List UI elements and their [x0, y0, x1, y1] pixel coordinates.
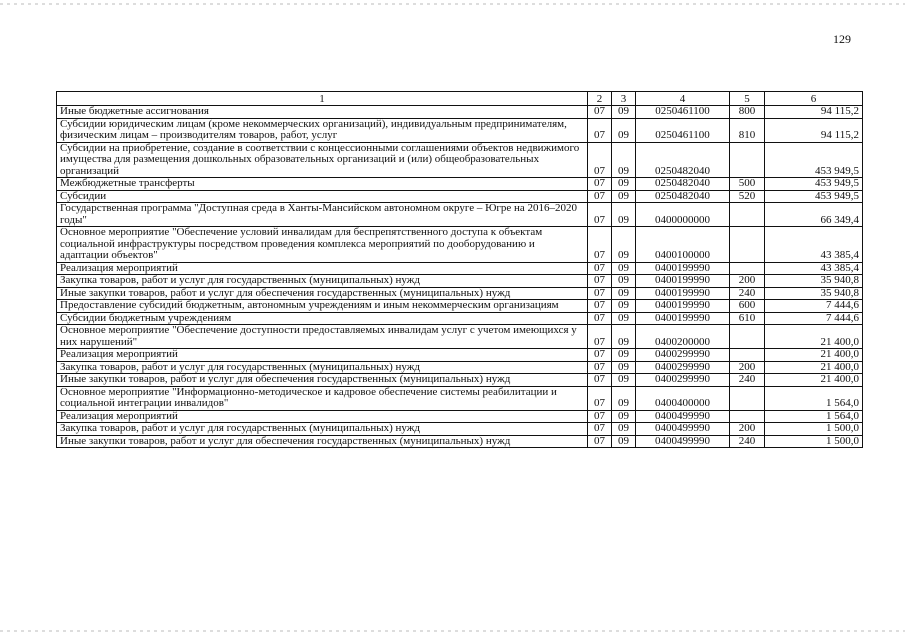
row-target-article-cell: 0400299990: [636, 374, 730, 387]
table-row: [57, 312, 863, 325]
row-target-article-cell: 0400200000: [636, 325, 730, 349]
row-expense-type-cell: 240: [730, 287, 765, 300]
row-target-article-cell: 0400199990: [636, 287, 730, 300]
row-subsection-cell: 09: [612, 374, 636, 387]
row-subsection-cell: 09: [612, 325, 636, 349]
row-amount-cell: 1 564,0: [765, 386, 863, 410]
table-row: [57, 325, 863, 349]
row-name-cell: Иные закупки товаров, работ и услуг для обеспечения государственных (муниципальных) нужд: [57, 287, 588, 300]
row-amount-cell: 43 385,4: [765, 262, 863, 275]
row-section-cell: 07: [588, 178, 612, 191]
row-name-cell: Иные закупки товаров, работ и услуг для обеспечения государственных (муниципальных) нужд: [57, 435, 588, 448]
table-row: [57, 349, 863, 362]
row-target-article-cell: 0400400000: [636, 386, 730, 410]
row-name-cell: Реализация мероприятий: [57, 349, 588, 362]
row-section-cell: 07: [588, 203, 612, 227]
scan-artifact-bottom: [0, 630, 905, 632]
table-row: [57, 287, 863, 300]
table-row: [57, 300, 863, 313]
row-target-article-cell: 0400199990: [636, 300, 730, 313]
row-name-cell: Закупка товаров, работ и услуг для государственных (муниципальных) нужд: [57, 361, 588, 374]
row-amount-cell: 453 949,5: [765, 178, 863, 191]
row-amount-cell: 66 349,4: [765, 203, 863, 227]
row-target-article-cell: 0400000000: [636, 203, 730, 227]
table-row: [57, 386, 863, 410]
row-subsection-cell: 09: [612, 203, 636, 227]
row-section-cell: 07: [588, 262, 612, 275]
row-expense-type-cell: [730, 349, 765, 362]
row-target-article-cell: 0400299990: [636, 349, 730, 362]
row-expense-type-cell: 240: [730, 374, 765, 387]
row-expense-type-cell: [730, 386, 765, 410]
table-row: [57, 227, 863, 263]
row-expense-type-cell: 600: [730, 300, 765, 313]
header-col-3: 3: [612, 92, 636, 106]
row-section-cell: 07: [588, 361, 612, 374]
row-name-cell: Субсидии на приобретение, создание в соответствии с концессионными соглашениями объектов недвижимого имущества для размещения дошкольных образовательных организаций и (или) общеобразовательных организаций: [57, 142, 588, 178]
row-expense-type-cell: 810: [730, 118, 765, 142]
row-expense-type-cell: [730, 325, 765, 349]
row-section-cell: 07: [588, 410, 612, 423]
table-row: [57, 203, 863, 227]
row-name-cell: Субсидии: [57, 190, 588, 203]
row-name-cell: Реализация мероприятий: [57, 262, 588, 275]
row-name-cell: Субсидии юридическим лицам (кроме некоммерческих организаций), индивидуальным предпринимателям, физическим лицам – производителям товаров, работ, услуг: [57, 118, 588, 142]
row-name-cell: Межбюджетные трансферты: [57, 178, 588, 191]
row-expense-type-cell: [730, 410, 765, 423]
row-section-cell: 07: [588, 227, 612, 263]
header-col-1: 1: [57, 92, 588, 106]
row-target-article-cell: 0250482040: [636, 178, 730, 191]
row-subsection-cell: 09: [612, 190, 636, 203]
row-name-cell: Субсидии бюджетным учреждениям: [57, 312, 588, 325]
header-col-2: 2: [588, 92, 612, 106]
row-subsection-cell: 09: [612, 262, 636, 275]
row-expense-type-cell: [730, 203, 765, 227]
page-number: 129: [833, 32, 851, 46]
row-subsection-cell: 09: [612, 435, 636, 448]
table-row: [57, 178, 863, 191]
row-name-cell: Закупка товаров, работ и услуг для государственных (муниципальных) нужд: [57, 275, 588, 288]
row-subsection-cell: 09: [612, 227, 636, 263]
row-expense-type-cell: 610: [730, 312, 765, 325]
header-col-5: 5: [730, 92, 765, 106]
row-subsection-cell: 09: [612, 386, 636, 410]
row-subsection-cell: 09: [612, 300, 636, 313]
row-section-cell: 07: [588, 275, 612, 288]
row-section-cell: 07: [588, 325, 612, 349]
row-amount-cell: 35 940,8: [765, 275, 863, 288]
table-row: [57, 118, 863, 142]
row-section-cell: 07: [588, 142, 612, 178]
row-subsection-cell: 09: [612, 287, 636, 300]
table-row: [57, 361, 863, 374]
header-col-4: 4: [636, 92, 730, 106]
row-name-cell: Иные бюджетные ассигнования: [57, 106, 588, 119]
table-row: [57, 142, 863, 178]
row-subsection-cell: 09: [612, 118, 636, 142]
row-target-article-cell: 0400499990: [636, 410, 730, 423]
budget-table: [56, 91, 863, 448]
row-amount-cell: 7 444,6: [765, 312, 863, 325]
row-subsection-cell: 09: [612, 142, 636, 178]
row-amount-cell: 21 400,0: [765, 349, 863, 362]
row-section-cell: 07: [588, 106, 612, 119]
table-row: [57, 106, 863, 119]
row-section-cell: 07: [588, 287, 612, 300]
row-expense-type-cell: 200: [730, 275, 765, 288]
row-subsection-cell: 09: [612, 178, 636, 191]
row-amount-cell: 7 444,6: [765, 300, 863, 313]
row-section-cell: 07: [588, 374, 612, 387]
row-amount-cell: 94 115,2: [765, 118, 863, 142]
row-expense-type-cell: 520: [730, 190, 765, 203]
scan-artifact-top: [0, 3, 905, 5]
row-name-cell: Государственная программа "Доступная среда в Ханты-Мансийском автономном округе – Югре на 2016–2020 годы": [57, 203, 588, 227]
row-amount-cell: 21 400,0: [765, 374, 863, 387]
row-expense-type-cell: [730, 227, 765, 263]
row-subsection-cell: 09: [612, 312, 636, 325]
row-target-article-cell: 0400499990: [636, 423, 730, 436]
row-target-article-cell: 0250482040: [636, 190, 730, 203]
table-row: [57, 423, 863, 436]
row-target-article-cell: 0400100000: [636, 227, 730, 263]
row-subsection-cell: 09: [612, 410, 636, 423]
row-target-article-cell: 0400199990: [636, 312, 730, 325]
header-col-6: 6: [765, 92, 863, 106]
table-row: [57, 190, 863, 203]
row-section-cell: 07: [588, 423, 612, 436]
row-section-cell: 07: [588, 190, 612, 203]
row-expense-type-cell: [730, 262, 765, 275]
row-subsection-cell: 09: [612, 106, 636, 119]
row-amount-cell: 453 949,5: [765, 142, 863, 178]
row-target-article-cell: 0250461100: [636, 106, 730, 119]
row-expense-type-cell: 800: [730, 106, 765, 119]
row-amount-cell: 21 400,0: [765, 325, 863, 349]
row-expense-type-cell: 240: [730, 435, 765, 448]
row-target-article-cell: 0400299990: [636, 361, 730, 374]
row-amount-cell: 1 500,0: [765, 423, 863, 436]
row-amount-cell: 21 400,0: [765, 361, 863, 374]
row-subsection-cell: 09: [612, 275, 636, 288]
table-row: [57, 410, 863, 423]
row-target-article-cell: 0400499990: [636, 435, 730, 448]
table-row: [57, 262, 863, 275]
row-section-cell: 07: [588, 118, 612, 142]
row-name-cell: Основное мероприятие "Обеспечение доступности предоставляемых инвалидам услуг с учетом имеющихся у них нарушений": [57, 325, 588, 349]
table-body: [57, 106, 863, 448]
row-amount-cell: 43 385,4: [765, 227, 863, 263]
row-subsection-cell: 09: [612, 423, 636, 436]
row-target-article-cell: 0250482040: [636, 142, 730, 178]
row-expense-type-cell: 500: [730, 178, 765, 191]
row-expense-type-cell: 200: [730, 361, 765, 374]
row-amount-cell: 1 564,0: [765, 410, 863, 423]
row-subsection-cell: 09: [612, 361, 636, 374]
row-amount-cell: 35 940,8: [765, 287, 863, 300]
row-section-cell: 07: [588, 435, 612, 448]
row-name-cell: Реализация мероприятий: [57, 410, 588, 423]
row-name-cell: Основное мероприятие "Обеспечение условий инвалидам для беспрепятственного доступа к объектам социальной инфраструктуры посредством проведения комплекса мероприятий по дооборудованию и адаптации объектов": [57, 227, 588, 263]
row-section-cell: 07: [588, 386, 612, 410]
row-subsection-cell: 09: [612, 349, 636, 362]
row-amount-cell: 453 949,5: [765, 190, 863, 203]
row-name-cell: Закупка товаров, работ и услуг для государственных (муниципальных) нужд: [57, 423, 588, 436]
table-row: [57, 275, 863, 288]
table-row: [57, 374, 863, 387]
row-section-cell: 07: [588, 312, 612, 325]
table-row: [57, 435, 863, 448]
header-row: [57, 92, 863, 106]
row-name-cell: Иные закупки товаров, работ и услуг для обеспечения государственных (муниципальных) нужд: [57, 374, 588, 387]
row-amount-cell: 94 115,2: [765, 106, 863, 119]
row-target-article-cell: 0400199990: [636, 262, 730, 275]
row-target-article-cell: 0400199990: [636, 275, 730, 288]
row-section-cell: 07: [588, 349, 612, 362]
row-section-cell: 07: [588, 300, 612, 313]
row-amount-cell: 1 500,0: [765, 435, 863, 448]
row-name-cell: Основное мероприятие "Информационно-методическое и кадровое обеспечение системы реабилитации и социальной интеграции инвалидов": [57, 386, 588, 410]
row-target-article-cell: 0250461100: [636, 118, 730, 142]
row-expense-type-cell: [730, 142, 765, 178]
row-expense-type-cell: 200: [730, 423, 765, 436]
row-name-cell: Предоставление субсидий бюджетным, автономным учреждениям и иным некоммерческим организациям: [57, 300, 588, 313]
